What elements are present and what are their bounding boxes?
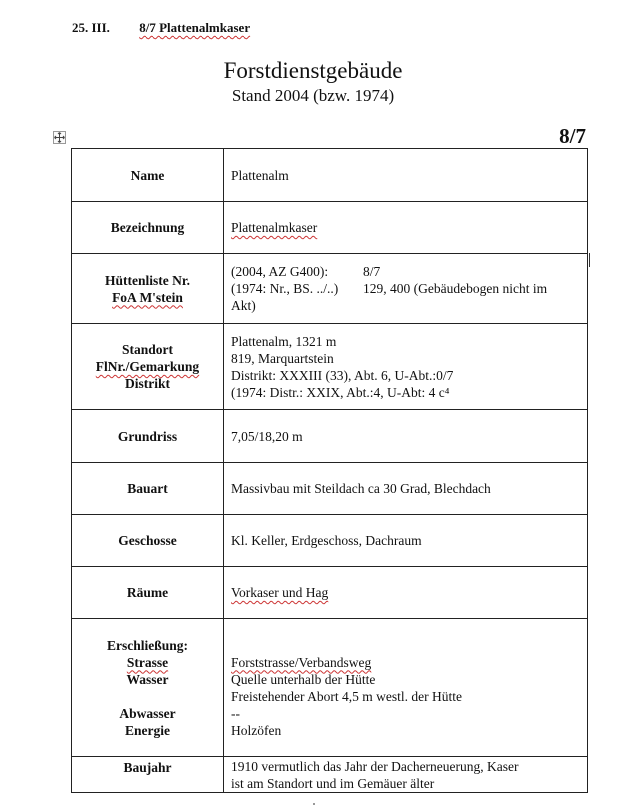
huettenliste-nr-2004: 8/7 [363, 264, 381, 279]
text-cursor [589, 253, 590, 267]
row-label-geschosse: Geschosse [72, 515, 224, 567]
table-move-handle-icon[interactable] [53, 131, 66, 144]
row-value-name[interactable]: Plattenalm [224, 149, 588, 202]
section-number: 25. III. [72, 20, 110, 35]
label-huettenliste-nr: Hüttenliste Nr. [105, 272, 190, 288]
section-title: 8/7 Plattenalmkaser [139, 20, 251, 35]
raeume-text: Vorkaser und Hag [231, 585, 329, 600]
row-label-standort [72, 324, 224, 410]
erschliessung-abort: Freistehender Abort 4,5 m westl. der Hütte [231, 688, 462, 704]
standort-line-2: 819, Marquartstein [231, 350, 334, 366]
bezeichnung-text: Plattenalmkaser [231, 220, 318, 235]
row-value-raeume[interactable] [224, 567, 588, 619]
label-erschliessung: Erschließung: [106, 637, 188, 653]
erschliessung-wasser: Quelle unterhalb der Hütte [231, 671, 376, 687]
erschliessung-strasse: Forststrasse/Verbandsweg [231, 654, 372, 670]
row-label-baujahr: Baujahr [72, 757, 224, 793]
table-row [72, 757, 588, 793]
table-row [72, 254, 588, 324]
label-abwasser: Abwasser [119, 705, 176, 721]
row-value-standort[interactable] [224, 324, 588, 410]
row-value-bauart[interactable]: Massivbau mit Steildach ca 30 Grad, Blechdach [224, 463, 588, 515]
table-row [72, 515, 588, 567]
row-label-huettenliste [72, 254, 224, 324]
erschliessung-energie: Holzöfen [231, 722, 282, 738]
table-row [72, 619, 588, 757]
label-wasser: Wasser [126, 671, 169, 687]
row-label-erschliessung [72, 619, 224, 757]
huettenliste-line-2004 [231, 263, 580, 280]
standort-line-4: (1974: Distr.: XXIX, Abt.:4, U-Abt: 4 c⁴ [231, 384, 450, 400]
label-standort: Standort [121, 342, 173, 357]
table-row [72, 410, 588, 463]
row-value-huettenliste[interactable] [224, 254, 588, 324]
row-value-baujahr[interactable] [224, 757, 588, 793]
baujahr-line-1: 1910 vermutlich das Jahr der Dacherneuerung, Kaser [231, 759, 519, 774]
page-subtitle: Stand 2004 (bzw. 1974) [231, 86, 395, 105]
page-title: Forstdienstgebäude [223, 58, 403, 83]
row-value-erschliessung[interactable] [224, 619, 588, 757]
table-row [72, 463, 588, 515]
building-data-table [71, 148, 588, 793]
row-value-bezeichnung[interactable] [224, 202, 588, 254]
label-energie: Energie [125, 722, 170, 738]
erschliessung-abwasser: -- [231, 705, 240, 721]
standort-line-3: Distrikt: XXXIII (33), Abt. 6, U-Abt.:0/7 [231, 367, 454, 383]
baujahr-line-2: ist am Standort und im Gemäuer älter [231, 776, 435, 791]
row-label-raeume: Räume [72, 567, 224, 619]
standort-line-1: Plattenalm, 1321 m [231, 333, 337, 349]
row-label-bauart: Bauart [72, 463, 224, 515]
document-header [72, 20, 250, 36]
huettenliste-ref-2004: (2004, AZ G400): [231, 264, 329, 279]
row-value-grundriss[interactable]: 7,05/18,20 m [224, 410, 588, 463]
page-footer-mark [313, 803, 315, 805]
row-value-geschosse[interactable]: Kl. Keller, Erdgeschoss, Dachraum [224, 515, 588, 567]
label-strasse: Strasse [126, 654, 169, 670]
sheet-number: 8/7 [559, 124, 586, 148]
huettenliste-nr-1974: 129, 400 (Gebäudebogen nicht im [363, 281, 548, 296]
label-distrikt: Distrikt [125, 376, 170, 391]
row-label-bezeichnung: Bezeichnung [72, 202, 224, 254]
table-row [72, 149, 588, 202]
row-label-name: Name [72, 149, 224, 202]
table-row [72, 567, 588, 619]
huettenliste-line-1974 [231, 280, 580, 297]
table-row [72, 202, 588, 254]
huettenliste-ref-1974: (1974: Nr., BS. ../..) [231, 281, 339, 296]
row-label-grundriss: Grundriss [72, 410, 224, 463]
huettenliste-line-akt: Akt) [231, 298, 256, 313]
label-foa: FoA M'stein [112, 289, 183, 305]
label-flnr: FlNr./Gemarkung [95, 359, 200, 374]
table-row [72, 324, 588, 410]
